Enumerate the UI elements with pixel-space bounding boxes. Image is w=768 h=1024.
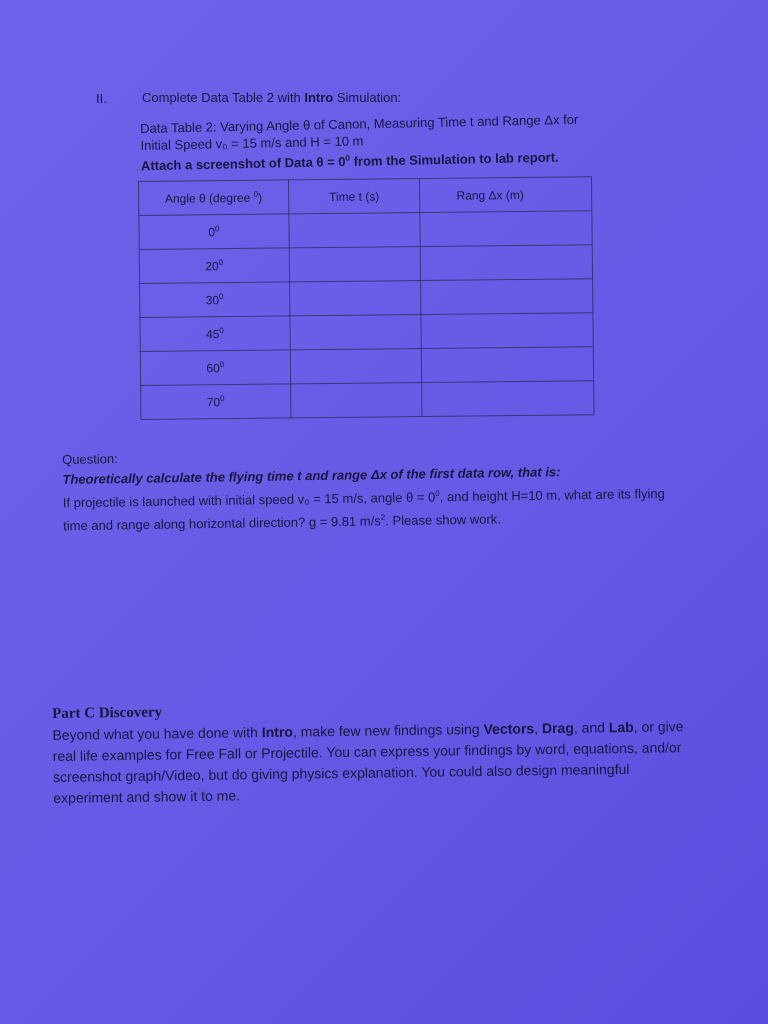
header-time: Time t (s) bbox=[288, 179, 420, 214]
table-row bbox=[140, 313, 593, 352]
cell-time[interactable] bbox=[290, 315, 422, 350]
caption-line-2: Initial Speed v₀ = 15 m/s and H = 10 m bbox=[140, 133, 364, 153]
cell-angle: $20^0$ bbox=[139, 248, 289, 284]
question-emphasis: Theoretically calculate the flying time t and range Δx of the first data row, that is: bbox=[62, 464, 561, 487]
section-heading-bold: Intro bbox=[304, 90, 334, 105]
cell-time[interactable] bbox=[289, 213, 421, 248]
caption-line-3-sup: 0 bbox=[345, 153, 351, 163]
section-heading bbox=[142, 90, 401, 105]
cell-range[interactable] bbox=[421, 245, 593, 281]
cell-angle: $45^0$ bbox=[140, 316, 290, 352]
caption-line-1: Data Table 2: Varying Angle θ of Canon, Measuring Time t and Range Δx for bbox=[140, 111, 579, 136]
cell-time[interactable] bbox=[289, 247, 421, 282]
cell-angle: $70^0$ bbox=[141, 384, 291, 420]
cell-range[interactable] bbox=[421, 313, 593, 349]
table-row bbox=[139, 245, 592, 284]
cell-angle: $0^0$ bbox=[139, 214, 289, 250]
question-body: If projectile is launched with initial speed v₀ = 15 m/s, angle $\theta = 0^0$, and height H=10 m, what are its flying time and range along horizontal direction? g = 9.81 $m/s^2$. Please show work. bbox=[62, 485, 665, 534]
table-caption bbox=[140, 109, 681, 175]
table-row bbox=[139, 211, 592, 250]
cell-angle: $30^0$ bbox=[140, 282, 290, 318]
table-row bbox=[140, 347, 593, 386]
section-number: II. bbox=[96, 91, 107, 106]
cell-range[interactable] bbox=[421, 279, 593, 315]
cell-time[interactable] bbox=[290, 383, 422, 418]
header-angle: Angle θ (degree $^0$) bbox=[139, 180, 289, 216]
table-row bbox=[141, 381, 594, 420]
question-block bbox=[62, 440, 683, 536]
data-table-2 bbox=[138, 176, 594, 420]
question-label: Question: bbox=[62, 451, 118, 467]
cell-angle: $60^0$ bbox=[140, 350, 290, 386]
part-c-heading: Part C Discovery bbox=[52, 704, 163, 722]
cell-range[interactable] bbox=[422, 347, 594, 383]
caption-line-3-suffix: from the Simulation to lab report. bbox=[349, 149, 559, 169]
cell-range[interactable] bbox=[422, 381, 594, 417]
section-heading-prefix: Complete Data Table 2 with bbox=[142, 90, 305, 105]
table-body bbox=[139, 211, 594, 420]
table-header-row bbox=[139, 177, 592, 216]
cell-range[interactable] bbox=[420, 211, 592, 247]
cell-time[interactable] bbox=[289, 281, 421, 316]
part-c-body: Beyond what you have done with Intro, make few new findings using Vectors, Drag, and Lab, or give real life examples for Free Fall or Projectile. You can express your findings by word, equations, and/or screenshot graph/Video, but do giving physics explanation. You could also design meaningful experiment and show it to me. bbox=[52, 718, 684, 806]
part-c-section bbox=[52, 695, 693, 809]
cell-time[interactable] bbox=[290, 349, 422, 384]
section-heading-suffix: Simulation: bbox=[333, 90, 402, 105]
table-row bbox=[140, 279, 593, 318]
caption-line-3-prefix: Attach a screenshot of Data θ = 0 bbox=[140, 154, 346, 174]
header-range: Rang Δx (m) bbox=[420, 177, 592, 213]
